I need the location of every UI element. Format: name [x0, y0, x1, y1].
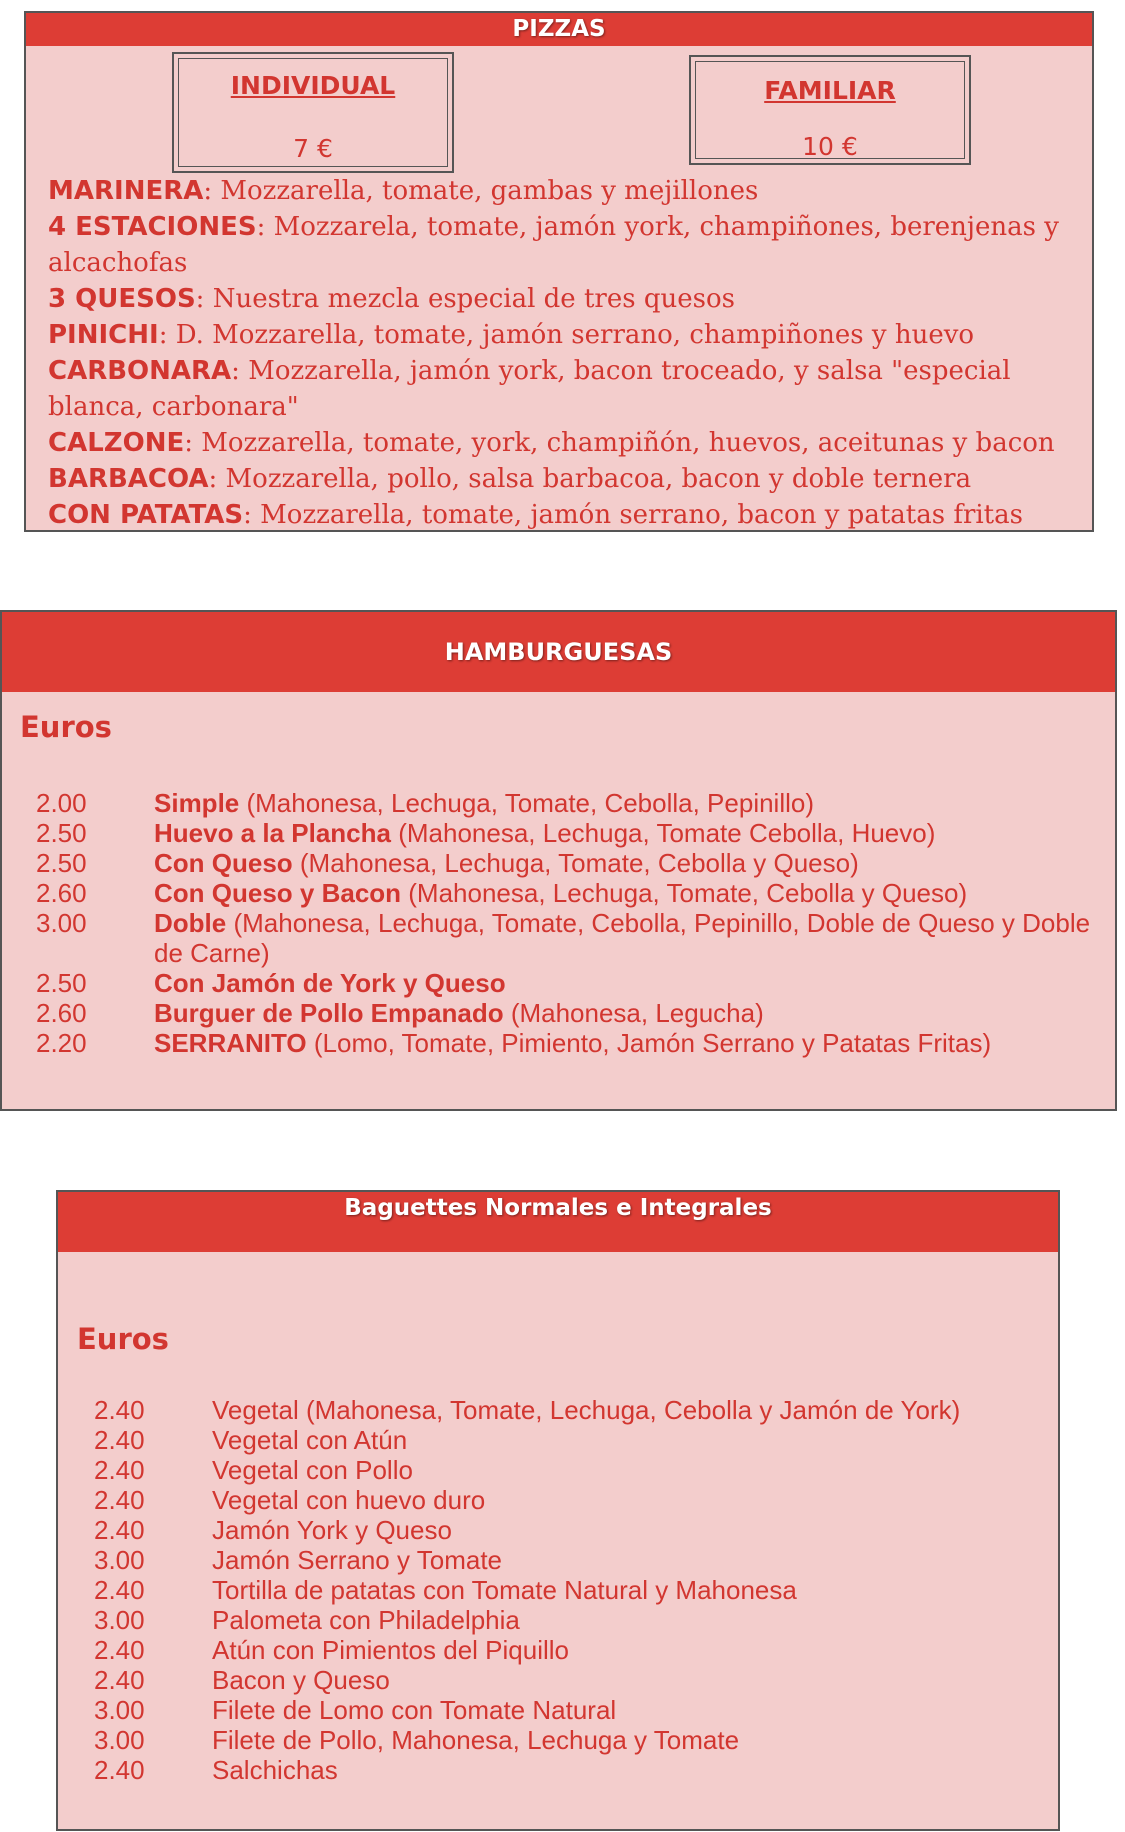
- pizza-desc: : Mozzarella, jamón york, bacon troceado, y salsa "especial blanca, carbonara": [48, 356, 1011, 422]
- baguettes-section: [56, 1190, 1060, 1831]
- list-item: [36, 848, 1101, 878]
- item-price: 3.00: [36, 908, 87, 938]
- item-name: Doble: [154, 908, 227, 938]
- list-item: [94, 1635, 1044, 1665]
- item-price: 2.60: [36, 878, 87, 908]
- list-item: [94, 1605, 1044, 1635]
- pizza-item: [48, 173, 1078, 209]
- list-item: [94, 1665, 1044, 1695]
- item-desc: Tortilla de patatas con Tomate Natural y Mahonesa: [212, 1575, 797, 1605]
- list-item: [94, 1545, 1044, 1575]
- item-desc: (Mahonesa, Lechuga, Tomate, Cebolla, Pepinillo): [239, 788, 815, 818]
- pizza-name: 4 ESTACIONES: [48, 212, 257, 242]
- item-name: Con Queso: [154, 848, 293, 878]
- item-price: 2.40: [94, 1425, 145, 1455]
- pizza-desc: : Mozzarella, pollo, salsa barbacoa, bacon y doble ternera: [208, 464, 972, 494]
- item-price: 2.40: [94, 1455, 145, 1485]
- item-desc: Jamón Serrano y Tomate: [212, 1545, 502, 1575]
- list-item: [36, 908, 1101, 968]
- pizza-desc: : Nuestra mezcla especial de tres quesos: [195, 284, 735, 314]
- item-desc: (Mahonesa, Legucha): [503, 998, 764, 1028]
- item-desc: (Mahonesa, Lechuga, Tomate, Cebolla y Queso): [401, 878, 968, 908]
- pizza-name: CON PATATAS: [48, 500, 244, 530]
- item-desc: (Lomo, Tomate, Pimiento, Jamón Serrano y Patatas Fritas): [306, 1028, 992, 1058]
- item-desc: Bacon y Queso: [212, 1665, 390, 1695]
- individual-price: 7 €: [293, 134, 333, 163]
- item-desc: Vegetal con Atún: [212, 1425, 408, 1455]
- item-price: 2.40: [94, 1755, 145, 1785]
- list-item: [94, 1425, 1044, 1455]
- list-item: [36, 998, 1101, 1028]
- hamburguesas-section: [0, 610, 1117, 1111]
- pizza-item: [48, 497, 1078, 533]
- list-item: [94, 1725, 1044, 1755]
- pizza-name: 3 QUESOS: [48, 284, 196, 314]
- item-price: 2.50: [36, 818, 87, 848]
- list-item: [36, 788, 1101, 818]
- pizza-item: [48, 353, 1078, 425]
- hamburguesas-list: [36, 788, 1101, 1058]
- pizzas-section: [24, 11, 1094, 532]
- pizzas-title: PIZZAS: [26, 13, 1092, 46]
- pizza-name: MARINERA: [48, 176, 204, 206]
- familiar-price: 10 €: [802, 132, 858, 161]
- list-item: [94, 1695, 1044, 1725]
- item-name: Con Queso y Bacon: [154, 878, 402, 908]
- item-desc: Filete de Lomo con Tomate Natural: [212, 1695, 617, 1725]
- pizza-item: [48, 209, 1078, 281]
- item-desc: Vegetal (Mahonesa, Tomate, Lechuga, Cebolla y Jamón de York): [212, 1395, 961, 1425]
- item-desc: (Mahonesa, Lechuga, Tomate, Cebolla y Queso): [292, 848, 859, 878]
- pizza-name: BARBACOA: [48, 464, 209, 494]
- item-name: SERRANITO: [154, 1028, 307, 1058]
- item-name: Simple: [154, 788, 240, 818]
- item-desc: Palometa con Philadelphia: [212, 1605, 520, 1635]
- pizza-item: [48, 425, 1078, 461]
- baguettes-currency-label: Euros: [77, 1322, 169, 1356]
- item-price: 2.40: [94, 1395, 145, 1425]
- item-price: 2.00: [36, 788, 87, 818]
- item-price: 2.50: [36, 848, 87, 878]
- pizza-desc: : D. Mozzarella, tomate, jamón serrano, champiñones y huevo: [158, 320, 975, 350]
- pizza-list: [48, 173, 1078, 533]
- item-price: 2.40: [94, 1515, 145, 1545]
- item-desc: Filete de Pollo, Mahonesa, Lechuga y Tomate: [212, 1725, 740, 1755]
- pizza-name: PINICHI: [48, 320, 159, 350]
- pizza-item: [48, 461, 1078, 497]
- individual-label: INDIVIDUAL: [230, 71, 396, 100]
- baguettes-list: [94, 1395, 1044, 1785]
- item-desc: Salchichas: [212, 1755, 338, 1785]
- item-price: 3.00: [94, 1545, 145, 1575]
- familiar-label: FAMILIAR: [764, 76, 896, 105]
- list-item: [94, 1575, 1044, 1605]
- pizza-name: CARBONARA: [48, 356, 232, 386]
- hamburguesas-title: HAMBURGUESAS: [2, 612, 1115, 692]
- list-item: [94, 1515, 1044, 1545]
- item-price: 2.40: [94, 1575, 145, 1605]
- pizza-desc: : Mozzarella, tomate, york, champiñón, huevos, aceitunas y bacon: [184, 428, 1055, 458]
- baguettes-title: Baguettes Normales e Integrales: [58, 1192, 1058, 1252]
- pizza-item: [48, 317, 1078, 353]
- pizza-item: [48, 281, 1078, 317]
- item-name: Huevo a la Plancha: [154, 818, 391, 848]
- item-price: 2.40: [94, 1665, 145, 1695]
- list-item: [94, 1455, 1044, 1485]
- item-desc: (Mahonesa, Lechuga, Tomate, Cebolla, Pepinillo, Doble de Queso y Doble de Carne): [154, 908, 1091, 968]
- item-price: 2.60: [36, 998, 87, 1028]
- list-item: [94, 1485, 1044, 1515]
- item-desc: Jamón York y Queso: [212, 1515, 452, 1545]
- item-desc: Vegetal con huevo duro: [212, 1485, 486, 1515]
- list-item: [36, 818, 1101, 848]
- item-price: 2.40: [94, 1635, 145, 1665]
- item-price: 2.40: [94, 1485, 145, 1515]
- list-item: [36, 1028, 1101, 1058]
- pizza-desc: : Mozzarella, tomate, gambas y mejillones: [203, 176, 759, 206]
- pizza-desc: : Mozzarella, tomate, jamón serrano, bacon y patatas fritas: [243, 500, 1023, 530]
- list-item: [94, 1395, 1044, 1425]
- list-item: [94, 1755, 1044, 1785]
- item-desc: Vegetal con Pollo: [212, 1455, 413, 1485]
- pizza-desc: : Mozzarela, tomate, jamón york, champiñones, berenjenas y alcachofas: [48, 212, 1059, 278]
- list-item: [36, 878, 1101, 908]
- item-desc: Atún con Pimientos del Piquillo: [212, 1635, 569, 1665]
- item-price: 3.00: [94, 1605, 145, 1635]
- item-name: Burguer de Pollo Empanado: [154, 998, 504, 1028]
- individual-price-box: [172, 52, 454, 173]
- item-price: 2.20: [36, 1028, 87, 1058]
- item-price: 3.00: [94, 1725, 145, 1755]
- item-price: 3.00: [94, 1695, 145, 1725]
- list-item: [36, 968, 1101, 998]
- pizza-name: CALZONE: [48, 428, 185, 458]
- item-desc: (Mahonesa, Lechuga, Tomate Cebolla, Huevo): [390, 818, 936, 848]
- familiar-price-box: [689, 55, 971, 165]
- item-name: Con Jamón de York y Queso: [154, 968, 506, 998]
- hamburguesas-currency-label: Euros: [20, 710, 112, 744]
- item-price: 2.50: [36, 968, 87, 998]
